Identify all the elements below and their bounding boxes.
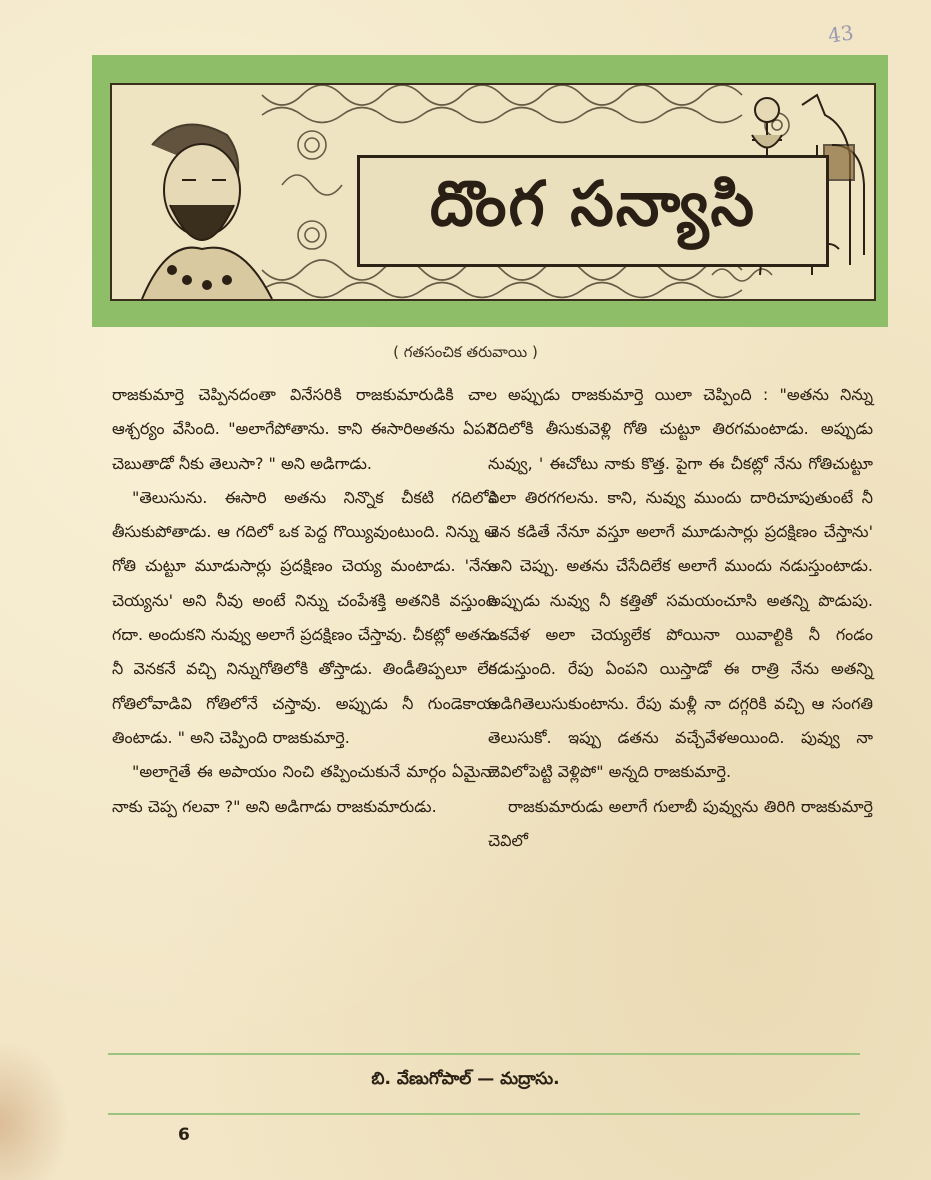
text-column-left	[112, 378, 497, 824]
pencil-page-mark: 43	[826, 20, 855, 48]
divider-bottom	[108, 1113, 860, 1115]
paragraph: అప్పుడు రాజకుమార్తె యిలా చెప్పింది : "అతను నిన్ను గదిలోకి తీసుకువెళ్లి గోతి చుట్టూ తిరగమంటాడు. అప్పుడు నువ్వు, ' ఈచోటు నాకు కొత్త. పైగా ఈ చీకట్లో నేను గోతిచుట్టూ ఎలా తిరగగలను. కాని, నువ్వు ముందు దారిచూపుతుంటే నీ వెన కడితే నేనూ వస్తూ అలాగే మూడుసార్లు ప్రదక్షిణం చేస్తాను' అని చెప్పు. అతను చేసేదిలేక అలాగే ముందు నడుస్తుంటాడు. అప్పుడు నువ్వు నీ కత్తితో సమయంచూసి అతన్ని పొడుపు. ఒకవేళ అలా చెయ్యలేక పోయినా యివాల్టికి నీ గండం గడుస్తుంది. రేపు ఏంపని యిస్తాడో ఈ రాత్రి నేను అతన్ని అడిగితెలుసుకుంటాను. రేపు మళ్లీ నా దగ్గరికి వచ్చి ఆ సంగతి తెలుసుకో. ఇప్పు డతను వచ్చేవేళఅయింది. పువ్వు నా చెవిలోపెట్టి వెళ్లిపో" అన్నది రాజకుమార్తె.	[488, 385, 873, 782]
author-credit: బి. వేణుగోపాల్ — మద్రాసు.	[371, 1069, 560, 1089]
paragraph: "తెలుసును. ఈసారి అతను నిన్నొక చీకటి గదిలోకి తీసుకుపోతాడు. ఆ గదిలో ఒక పెద్ద గొయ్యివుంటుంది. నిన్ను ఆ గోతి చుట్టూ మూడుసార్లు ప్రదక్షిణం చెయ్య మంటాడు. 'నేను చెయ్యను' అని నీవు అంటే నిన్ను చంపేశక్తి అతనికి వస్తుంది గదా. అందుకని నువ్వు అలాగే ప్రదక్షిణం చేస్తావు. చీకట్లో అతను నీ వెనకనే వచ్చి నిన్నుగోతిలోకి తోస్తాడు. తిండీతిప్పలూ లేక గోతిలోవాడివి గోతిలోనే చస్తావు. అప్పుడు నీ గుండెకాయ తింటాడు. " అని చెప్పింది రాజకుమార్తె.	[112, 487, 497, 747]
sage-figure	[142, 125, 272, 299]
continuation-note: ( గతసంచిక తరువాయి )	[393, 343, 538, 361]
banner-illustration	[110, 83, 876, 301]
title-box	[357, 155, 829, 267]
paragraph: రాజకుమారుడు అలాగే గులాబీ పువ్వును తిరిగి రాజకుమార్తె చెవిలో	[488, 796, 873, 850]
paper-stain	[0, 1040, 70, 1180]
paragraph: రాజకుమార్తె చెప్పినదంతా వినేసరికి రాజకుమారుడికి చాల ఆశ్చర్యం వేసింది. "అలాగేపోతాను. కాని ఈసారిఅతను ఏపని చెబుతాడో నీకు తెలుసా? " అని అడిగాడు.	[112, 385, 497, 473]
page-number: 6	[178, 1125, 190, 1145]
divider-top	[108, 1053, 860, 1055]
title-banner	[92, 55, 888, 327]
story-title: దొంగ సన్యాసి	[429, 167, 757, 240]
text-column-right	[488, 378, 873, 858]
paragraph: "అలాగైతే ఈ అపాయం నించి తప్పించుకునే మార్గం ఏమైనా నాకు చెప్ప గలవా ?" అని అడిగాడు రాజకుమారుడు.	[112, 762, 497, 816]
